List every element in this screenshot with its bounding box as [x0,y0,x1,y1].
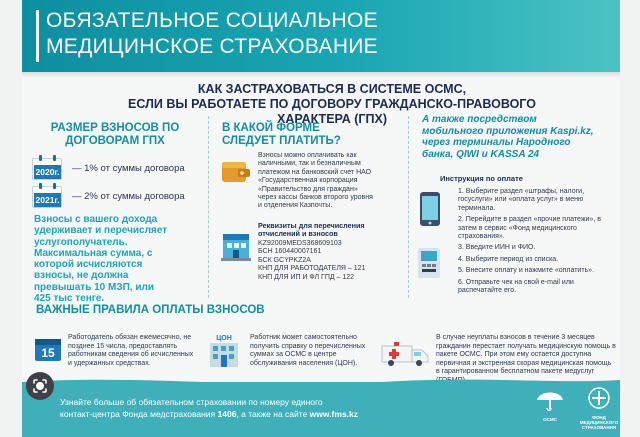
header-accent-bar [36,10,39,62]
header-title-line2: МЕДИЦИНСКОЕ СТРАХОВАНИЕ [46,35,378,58]
rate-row-2020 [32,158,212,180]
instructions-title: Инструкция по оплате [440,174,523,183]
app-info-line: банка, QIWI и KASSA 24 [422,148,540,160]
infographic-poster [22,0,620,437]
rule-nonpayment: В случае неуплаты взносов в течение 3 месяцев гражданин перестает получать медицинскую помощь в пакете ОСМС. При этом ему остается доступна первичная и экстренная скорая медицинская помощь в гарантированном бесплатном пакете медуслуг [436,334,616,376]
payment-terminal-icon [414,246,444,280]
subtitle-line2: ЕСЛИ ВЫ РАБОТАЕТЕ ПО ДОГОВОРУ ГРАЖДАНСКО-ПРАВОВОГО ХАРАКТЕРА (ГПХ) [128,97,536,126]
year-label: 2021г. [35,195,60,205]
rule-employee-certificate: Работник может самостоятельно получить справку о перечисленных суммах за ОСМС в центре обслуживания населения (ЦОН). [250,334,366,367]
contributions-body-line: превышать 10 МЗП, или [34,281,155,293]
zon-building-icon [204,332,244,370]
instruction-step: 2. Перейдите в раздел «прочие платежи», в затем в сервис «Фонд медицинского страхования». [458,216,601,241]
subtitle-line1: КАК ЗАСТРАХОВАТЬСЯ В СИСТЕМЕ ОСМС, [197,82,467,96]
instruction-step: 3. Введите ИИН и ФИО. [458,244,536,252]
payment-form-title-line1: В КАКОЙ ФОРМЕ [222,122,320,134]
rule-employer: Работодатель обязан ежемесячно, не позднее 15 числа, предоставлять работникам сведения об исчисленных и удержанных средствах. [68,334,194,367]
fund-caption-line: ФОНД [592,415,606,420]
payment-form-line: «Правительство для граждан» [258,185,358,193]
contributions-body [34,214,202,304]
fund-logo-caption [578,415,620,430]
requisite-line: KZ92009MEDS368609103 [258,240,342,247]
app-info-line: мобильного приложения Kaspi.kz, [422,125,594,137]
payment-form-text [258,152,392,211]
payment-form-line: платежом на банковский счет НАО [258,168,372,176]
requisite-line: БСН 160440007161 [258,248,322,256]
footer-line2 [60,408,480,420]
lens-search-button[interactable] [26,372,54,400]
calendar-icon [32,186,62,208]
payment-form-line: наличными, так и безналичным [258,160,361,168]
fund-logo [578,386,620,430]
osms-umbrella-icon [535,386,565,412]
contributions-body-line: удерживает и перечисляет [34,225,168,237]
instruction-step: 4. Выберите период из списка. [458,255,559,263]
footer-line2-middle: , а также на сайте [236,409,310,419]
calendar-icon [32,158,62,180]
footer-contact-text [60,396,480,420]
rate-text: — 2% от суммы договора [72,191,185,202]
requisites-title [258,222,398,239]
payment-form-line: «Государственная корпорация [258,177,358,185]
fund-caption-line: СТРАХОВАНИЯ [581,425,617,430]
requisites-title-line2: отчислений и взносов [258,229,338,239]
app-info-line: А также посредством [422,114,537,125]
instruction-step: 1. Выберите раздел «штрафы, налоги, госуслуги» или «оплата услуг» в меню терминала. [458,188,585,212]
rules-title: ВАЖНЫЕ ПРАВИЛА ОПЛАТЫ ВЗНОСОВ [36,304,265,316]
app-info-line: через терминалы Народного [422,137,571,149]
requisite-line: КНП ДЛЯ ИП И ФЛ ГПД – 122 [258,273,355,281]
requisites-list [258,240,398,282]
requisites-title-line1: Реквизиты для перечисления [258,221,365,230]
calendar-day: 15 [41,346,55,360]
contributions-body-line: Взносы с вашего дохода [34,214,158,225]
payment-form-line: и отделения Казпочты. [258,202,333,210]
contributions-body-line: услугополучатель. [34,236,128,248]
lens-search-icon [26,372,54,400]
payment-form-title [222,122,362,148]
zon-label: ЦОН [216,335,232,342]
contributions-body-line: 425 тыс тенге. [34,293,105,305]
requisite-line: КНП ДЛЯ РАБОТОДАТЕЛЯ – 121 [258,265,366,273]
bank-building-icon [220,232,252,262]
rate-row-2021 [32,186,212,208]
header-title [46,8,378,60]
fund-emblem-icon [586,386,612,410]
header-title-line1: ОБЯЗАТЕЛЬНОЕ СОЦИАЛЬНОЕ [46,9,378,32]
app-payment-info [422,114,618,160]
phone-icon [414,190,446,228]
ambulance-icon [380,340,430,368]
column-divider-2 [408,116,409,298]
calendar-15-icon [34,336,62,362]
contributions-body-line: взносы, не должна [34,270,129,282]
footer-line2-prefix: контакт-центра Фонда медстрахования [60,409,218,419]
contributions-body-line: Максимальная сумма, с [34,247,153,259]
footer-line1: Узнайте больше об обязательном страховании по номеру единого [60,397,323,407]
contributions-title-line1: РАЗМЕР ВЗНОСОВ ПО [50,122,180,134]
instructions-steps [458,188,616,298]
payment-form-line: через кассы банков второго уровня [258,194,373,202]
contributions-title [40,122,190,148]
contributions-body-line: которой исчисляются [34,259,143,271]
requisite-line: БСК GCYPKZ2A [258,256,311,264]
payment-form-line: Взносы можно оплачивать как [258,152,357,159]
osms-logo [530,386,570,430]
rate-text: — 1% от суммы договора [72,163,185,174]
instruction-step: 6. Отправьте чек на свой e-mail или распечатайте его. [458,278,574,295]
year-label: 2020г. [35,167,60,177]
website-link[interactable]: www.fms.kz [309,409,359,419]
header-banner [22,0,620,72]
contributions-title-line2: ДОГОВОРАМ ГПХ [65,135,165,147]
fund-caption-line: МЕДИЦИНСКОГО [579,420,619,425]
contact-phone: 1406 [217,409,237,419]
instruction-step: 5. Внесите оплату и нажмите «оплатить». [458,267,595,275]
wallet-icon [220,158,252,186]
header-shadow [22,72,620,78]
osms-logo-caption: ОСМС [543,417,557,422]
payment-form-title-line2: СЛЕДУЕТ ПЛАТИТЬ? [222,135,341,147]
